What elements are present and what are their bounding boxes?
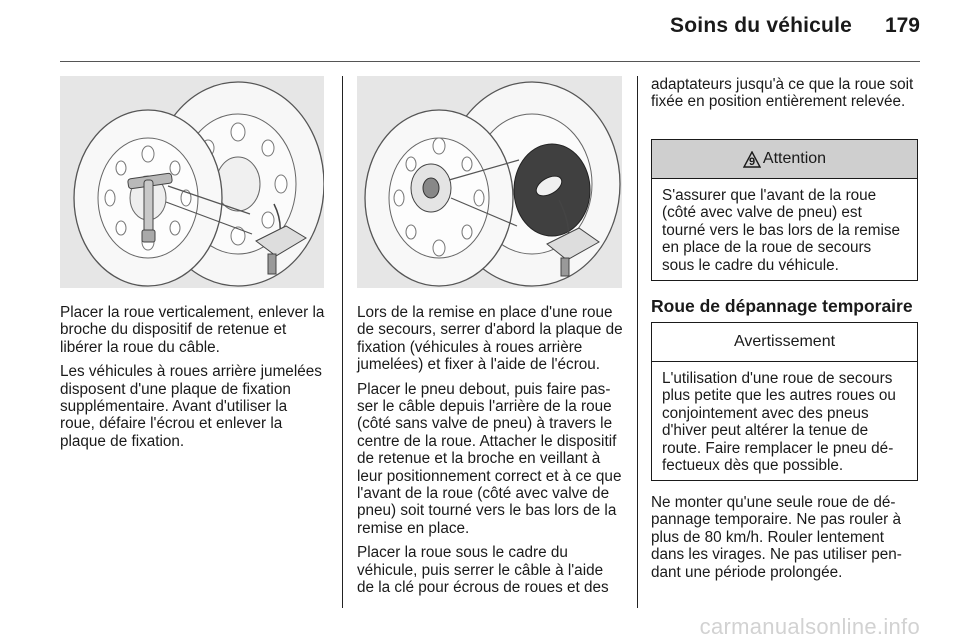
attention-box <box>651 139 918 281</box>
column-2-text <box>357 304 623 604</box>
paragraph: Placer le pneu debout, puis faire passer le câble depuis l'arrière de la roue (côté sans valve de pneu) à travers le centre de la roue. Attacher le dispositif de retenue et la broche en veillant à leur positionnement correct et à ce que l'avant de la roue (côté avec valve de pneu) soit tourné vers le bas lors de la remise en place. <box>357 380 622 537</box>
paragraph: adaptateurs jusqu'à ce que la roue soit fixée en position entièrement relevée. <box>651 76 914 111</box>
warning-text: L'utilisation d'une roue de secours plus petite que les autres roues ou conjointement avec des pneus d'hiver peut altérer la tenue de route. Faire remplacer le pneu défectueux dès que possible. <box>662 370 896 475</box>
watermark: carmanualsonline.info <box>699 614 920 639</box>
paragraph: Placer la roue sous le cadre du véhicule, puis serrer le câble à l'aide de la clé pour écrous de roues et des <box>357 544 609 597</box>
page-number: 179 <box>884 14 920 37</box>
column-divider-1 <box>342 76 343 608</box>
warning-box <box>651 322 918 481</box>
page-title: Soins du véhicule <box>670 14 852 37</box>
paragraph: Lors de la remise en place d'une roue de secours, serrer d'abord la plaque de fixation (véhicules à roues arrière jumelées) et fixer à l'aide de l'écrou. <box>357 304 623 374</box>
wheel-release-illustration <box>60 76 324 288</box>
paragraph: Placer la roue verticalement, enlever la broche du dispositif de retenue et libérer la roue du câble. <box>60 304 325 356</box>
paragraph: Les véhicules à roues arrière jumelées disposent d'une plaque de fixation supplémentaire. Avant d'utiliser la roue, défaire l'écrou et enlever la plaque de fixation. <box>60 363 322 450</box>
paragraph: Ne monter qu'une seule roue de dépannage temporaire. Ne pas rouler à plus de 80 km/h. Rouler lentement dans les virages. Ne pas utiliser pendant une période prolongée. <box>651 494 902 581</box>
column-divider-2 <box>637 76 638 608</box>
section-heading: Roue de dépannage temporaire <box>651 296 913 316</box>
figure-wheel-reinstall <box>357 76 622 288</box>
warning-header: Avertissement <box>652 323 917 362</box>
warning-triangle-icon <box>743 151 761 168</box>
column-1-text <box>60 304 326 457</box>
header-divider <box>60 61 920 62</box>
attention-text: S'assurer que l'avant de la roue (côté avec valve de pneu) est tourné vers le bas lors de la remise en place de la roue de secours sous le cadre du véhicule. <box>662 187 901 274</box>
column-3-continuation <box>651 76 919 118</box>
attention-label: Attention <box>762 150 827 167</box>
figure-wheel-release <box>60 76 324 288</box>
attention-header <box>652 140 917 179</box>
svg-text:9: 9 <box>748 155 755 168</box>
column-3-closing <box>651 494 919 588</box>
wheel-reinstall-illustration <box>357 76 622 288</box>
